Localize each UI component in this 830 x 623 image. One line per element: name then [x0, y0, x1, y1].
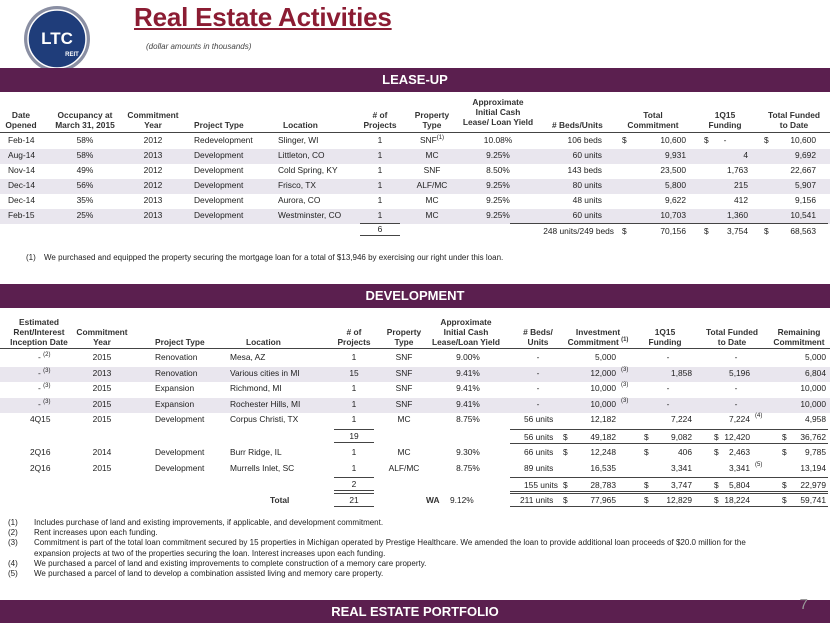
leaseup-header-projects: # of Projects	[363, 110, 397, 130]
dev-beds: 89 units	[524, 462, 554, 473]
leaseup-property-type	[410, 210, 454, 220]
leaseup-header-total-funded: Total Funded to Date	[768, 110, 820, 130]
leaseup-header-occupancy: Occupancy at March 31, 2015	[55, 110, 115, 130]
leaseup-date: Dec-14	[8, 180, 35, 190]
dev-subtotal-underline	[334, 490, 374, 491]
dev-inception	[30, 463, 51, 473]
leaseup-property-type	[410, 195, 454, 205]
leaseup-header-location: Location	[283, 120, 318, 130]
dev-inception	[30, 414, 51, 424]
dev-footnote-text: expansion projects at two of the properties securing the loan. Interest increases upon each funding.	[34, 548, 386, 558]
dev-inception-value: -	[38, 383, 41, 393]
dev-grand-wa: WA	[426, 495, 440, 505]
leaseup-beds: 60 units	[572, 210, 602, 220]
leaseup-yield: 8.50%	[486, 165, 510, 175]
dev-dollar-sign: $	[563, 447, 568, 457]
dev-projects: 15	[349, 367, 359, 378]
leaseup-dollar-sign: $	[622, 135, 627, 145]
dev-1q15-funding: 7,224	[671, 414, 692, 424]
dev-investment-footnote: (3)	[621, 382, 629, 388]
dev-year: 2013	[92, 367, 112, 378]
dev-dollar-sign: $	[563, 495, 568, 505]
leaseup-occupancy: 25%	[76, 210, 94, 220]
leaseup-beds: 48 units	[572, 195, 602, 205]
dev-investment: 5,000	[595, 352, 616, 362]
dev-footnote-number: (3)	[8, 538, 18, 548]
dev-footnote-text: Rent increases upon each funding.	[34, 528, 158, 538]
leaseup-project-type: Development	[194, 195, 244, 205]
dev-inception-footnote: (3)	[43, 383, 51, 390]
dev-beds: -	[536, 383, 540, 393]
leaseup-property-type-value: MC	[425, 150, 439, 160]
dev-location: Mesa, AZ	[230, 352, 266, 362]
dev-header-property-type: Property Type	[386, 327, 422, 347]
dev-property-type: SNF	[395, 398, 413, 409]
dev-subtotal-rule	[334, 429, 374, 430]
dev-inception	[38, 368, 50, 378]
dev-dollar-sign: $	[563, 431, 568, 442]
leaseup-total-commitment: 9,622	[665, 195, 686, 205]
leaseup-total-funded: 9,692	[795, 150, 816, 160]
leaseup-date: Aug-14	[8, 150, 36, 160]
leaseup-date: Feb-15	[8, 210, 35, 220]
dev-beds: -	[536, 398, 540, 409]
dev-footnote-text: We purchased a parcel of land to develop a combination assisted living and memory care property.	[34, 569, 384, 578]
leaseup-total-funded: 9,156	[795, 195, 816, 205]
dev-remaining: 9,785	[805, 447, 826, 457]
dev-beds: -	[536, 367, 540, 378]
leaseup-location: Westminster, CO	[278, 210, 342, 220]
dev-year: 2015	[92, 414, 112, 424]
dev-subtotal-underline	[510, 443, 828, 444]
dev-1q15-funding: -	[666, 383, 670, 393]
leaseup-date: Nov-14	[8, 165, 35, 175]
leaseup-year: 2013	[143, 195, 163, 205]
dev-location: Richmond, MI	[230, 383, 282, 393]
dev-projects: 1	[351, 447, 357, 457]
leaseup-total-commitment: 9,931	[665, 150, 686, 160]
dev-total-funded: -	[734, 352, 738, 362]
leaseup-beds: 80 units	[572, 180, 602, 190]
dev-projects: 1	[351, 414, 357, 424]
leaseup-location: Frisco, TX	[278, 180, 317, 190]
leaseup-dollar-sign: $	[764, 135, 769, 145]
leaseup-projects: 1	[377, 180, 383, 190]
dev-inception-value: 4Q15	[30, 414, 51, 424]
dev-1q15-funding: -	[666, 398, 670, 409]
leaseup-year: 2012	[143, 165, 163, 175]
dev-footnote-number: (4)	[8, 558, 18, 568]
dev-1q15-funding: 406	[678, 447, 692, 457]
dev-grand-investment: 77,965	[590, 495, 616, 505]
leaseup-property-type-value: MC	[425, 210, 439, 220]
dev-subtotal-remaining: 36,762	[800, 431, 826, 442]
leaseup-beds: 60 units	[572, 150, 602, 160]
leaseup-projects: 1	[377, 135, 383, 145]
dev-property-type: SNF	[395, 352, 413, 362]
dev-yield: 9.00%	[456, 352, 480, 362]
dev-location: Rochester Hills, MI	[230, 398, 301, 409]
dev-subtotal-1q15: 9,082	[671, 431, 692, 442]
dev-subtotal-projects: 2	[351, 479, 357, 489]
dev-footnote-number: (2)	[8, 528, 18, 538]
leaseup-location: Littleton, CO	[278, 150, 325, 160]
dev-investment: 12,000	[590, 367, 616, 378]
dev-dollar-sign: $	[782, 447, 787, 457]
dev-funded-footnote: (5)	[755, 461, 763, 468]
ltc-logo	[10, 2, 105, 77]
dev-dollar-sign: $	[714, 495, 719, 505]
leaseup-date: Feb-14	[8, 135, 35, 145]
leaseup-1q15-funding: 4	[743, 150, 748, 160]
leaseup-yield: 9.25%	[486, 150, 510, 160]
logo-text: LTC	[41, 29, 73, 48]
dev-dollar-sign: $	[644, 495, 649, 505]
dev-total-funded: 5,196	[729, 367, 750, 378]
page-title: Real Estate Activities	[134, 2, 392, 32]
leaseup-header-beds: # Beds/Units	[552, 120, 603, 130]
dev-inception-value: 2Q16	[30, 447, 51, 457]
dev-projects: 1	[351, 383, 357, 393]
dev-subtotal-1q15: 3,747	[671, 480, 692, 490]
dev-projects: 1	[351, 398, 357, 409]
leaseup-total-commitment: 5,800	[665, 180, 686, 190]
dev-yield: 9.41%	[456, 367, 480, 378]
leaseup-yield: 9.25%	[486, 195, 510, 205]
leaseup-total-commitment-sum: 70,156	[660, 226, 686, 236]
leaseup-total-funded: 22,667	[790, 165, 816, 175]
leaseup-property-type-value: SNF	[423, 165, 441, 175]
dev-remaining: 6,804	[805, 367, 826, 378]
dev-subtotal-underline	[510, 491, 828, 492]
dev-grand-remaining: 59,741	[800, 495, 826, 505]
leaseup-projects: 1	[377, 150, 383, 160]
leaseup-property-footnote: (1)	[436, 135, 445, 142]
dev-subtotal-funded: 5,804	[729, 480, 750, 490]
leaseup-projects: 1	[377, 195, 383, 205]
leaseup-project-type: Development	[194, 150, 244, 160]
leaseup-year: 2012	[143, 180, 163, 190]
leaseup-occupancy: 35%	[76, 195, 94, 205]
dev-header-total-funded: Total Funded to Date	[706, 327, 758, 347]
dev-investment-footnote: (3)	[621, 366, 629, 373]
leaseup-header-rule	[0, 132, 830, 133]
leaseup-total-funded: 10,600	[790, 135, 816, 145]
leaseup-location: Cold Spring, KY	[278, 165, 338, 175]
leaseup-1q15-funding: 1,763	[727, 165, 748, 175]
dev-inception-footnote: (3)	[43, 367, 51, 374]
leaseup-header-project-type: Project Type	[194, 120, 244, 130]
dev-footnote-text: Commitment is part of the total loan commitment secured by 15 properties in Michigan operated by Prestige Healthcare. We amended the loan to provide additional loan proceeds of $20.0 million for the	[34, 538, 746, 548]
dev-project-type: Renovation	[155, 367, 198, 378]
dev-footnote-text: Includes purchase of land and existing improvements, if applicable, and development commitment.	[34, 518, 384, 527]
leaseup-header-date: Date Opened	[5, 110, 37, 130]
leaseup-1q15-funding: 412	[734, 195, 748, 205]
leaseup-header-total-commitment: Total Commitment	[627, 110, 679, 130]
page-subtitle: (dollar amounts in thousands)	[146, 42, 252, 51]
dev-footnote-number: (5)	[8, 569, 18, 578]
leaseup-beds: 143 beds	[567, 165, 602, 175]
dev-projects: 1	[351, 462, 357, 473]
dev-subtotal-projects: 19	[349, 430, 359, 441]
leaseup-total-rule	[510, 223, 828, 224]
leaseup-beds: 106 beds	[567, 135, 602, 145]
dev-header-commitment-year: Commitment Year	[76, 327, 128, 347]
leaseup-projects: 1	[377, 210, 383, 220]
dev-subtotal-underline	[334, 442, 374, 443]
dev-investment: 12,248	[590, 447, 616, 457]
leaseup-yield: 9.25%	[486, 180, 510, 190]
dev-investment: 12,182	[590, 414, 616, 424]
dev-dollar-sign: $	[644, 480, 649, 490]
dev-dollar-sign: $	[563, 480, 568, 490]
dev-location: Various cities in MI	[230, 367, 300, 378]
dev-year: 2015	[92, 462, 112, 473]
dev-subtotal-investment: 28,783	[590, 480, 616, 490]
dev-subtotal-funded: 12,420	[724, 431, 750, 442]
dev-location: Burr Ridge, IL	[230, 447, 282, 457]
dev-property-type: MC	[397, 414, 411, 424]
leaseup-date: Dec-14	[8, 195, 35, 205]
dev-year: 2014	[92, 447, 112, 457]
dev-dollar-sign: $	[644, 447, 649, 457]
dev-header-rule	[0, 348, 830, 349]
dev-beds: 66 units	[524, 447, 554, 457]
leaseup-project-type: Redevelopment	[194, 135, 253, 145]
leaseup-total-commitment: 10,703	[660, 210, 686, 220]
leaseup-total-commitment: 10,600	[660, 135, 686, 145]
leaseup-total-funded: 10,541	[790, 210, 816, 220]
leaseup-header-property-type: Property Type	[414, 110, 450, 130]
dev-inception-footnote: (3)	[43, 398, 51, 405]
dev-project-type: Development	[155, 462, 205, 473]
leaseup-occupancy: 58%	[76, 135, 94, 145]
leaseup-footnote: We purchased and equipped the property securing the mortgage loan for a total of $13,946 by exercising our right under this loan.	[44, 253, 504, 262]
leaseup-year: 2012	[143, 135, 163, 145]
dev-year: 2015	[92, 383, 112, 393]
leaseup-property-type	[410, 180, 454, 190]
leaseup-occupancy: 56%	[76, 180, 94, 190]
leaseup-year: 2013	[143, 210, 163, 220]
dev-remaining: 10,000	[800, 383, 826, 393]
dev-total-funded: 3,341	[729, 462, 750, 473]
dev-dollar-sign: $	[714, 447, 719, 457]
dev-investment: 16,535	[590, 462, 616, 473]
dev-project-type: Expansion	[155, 383, 195, 393]
dev-header-beds: # Beds/ Units	[523, 327, 553, 347]
leaseup-property-type	[410, 150, 454, 160]
dev-remaining: 13,194	[800, 462, 826, 473]
dev-footnote-number: (1)	[8, 518, 18, 527]
leaseup-header-1q15-funding: 1Q15 Funding	[708, 110, 742, 130]
leaseup-total-1q15: 3,754	[727, 226, 748, 236]
dev-project-type: Development	[155, 447, 205, 457]
leaseup-project-type: Development	[194, 180, 244, 190]
dev-inception-value: -	[38, 352, 41, 362]
dev-subtotal-rule	[510, 477, 828, 478]
leaseup-total-funded: 5,907	[795, 180, 816, 190]
dev-project-type: Renovation	[155, 352, 198, 362]
dev-project-type: Expansion	[155, 398, 195, 409]
dev-location: Murrells Inlet, SC	[230, 462, 295, 473]
dev-subtotal-rule	[334, 477, 374, 478]
leaseup-dollar-sign: $	[622, 226, 627, 236]
logo-sub: REIT	[65, 52, 79, 58]
dev-inception-value: -	[38, 367, 41, 378]
leaseup-yield: 10.08%	[483, 135, 513, 145]
dev-header-1q15-funding: 1Q15 Funding	[648, 327, 682, 347]
leaseup-occupancy: 49%	[76, 165, 94, 175]
dev-header-inception: Estimated Rent/Interest Inception Date	[10, 317, 68, 347]
dev-header-projects: # of Projects	[337, 327, 371, 347]
leaseup-property-type-value: MC	[425, 195, 439, 205]
dev-header-project-type: Project Type	[155, 337, 205, 347]
dev-dollar-sign: $	[714, 480, 719, 490]
dev-total-funded: 2,463	[729, 447, 750, 457]
leaseup-header-commitment-year: Commitment Year	[127, 110, 179, 130]
dev-grand-beds: 211 units	[520, 495, 554, 505]
dev-grand-underline	[334, 506, 374, 507]
dev-subtotal-beds: 155 units	[524, 480, 558, 490]
dev-yield: 9.41%	[456, 383, 480, 393]
leaseup-location: Slinger, WI	[278, 135, 319, 145]
dev-header-location: Location	[246, 337, 281, 347]
leaseup-dollar-sign: $	[764, 226, 769, 236]
leaseup-total-projects: 6	[377, 224, 383, 234]
dev-investment: 10,000	[590, 383, 616, 393]
dev-subtotal-rule	[510, 429, 828, 430]
leaseup-occupancy: 58%	[76, 150, 94, 160]
dev-year: 2015	[92, 352, 112, 362]
dev-grand-underline	[510, 506, 828, 507]
dev-inception	[38, 399, 50, 409]
dev-remaining: 5,000	[805, 352, 826, 362]
leaseup-project-type: Development	[194, 210, 244, 220]
dev-year: 2015	[92, 398, 112, 409]
dev-total-funded: -	[734, 383, 738, 393]
dev-subtotal-remaining: 22,979	[800, 480, 826, 490]
dev-subtotal-investment: 49,182	[590, 431, 616, 442]
dev-yield: 8.75%	[456, 414, 480, 424]
dev-grand-funded: 18,224	[724, 495, 750, 505]
dev-header-yield: Approximate Initial Cash Lease/Loan Yield	[432, 317, 500, 347]
leaseup-project-type: Development	[194, 165, 244, 175]
dev-beds: 56 units	[524, 414, 554, 424]
dev-projects: 1	[351, 352, 357, 362]
dev-dollar-sign: $	[644, 431, 649, 442]
dev-inception-value: 2Q16	[30, 462, 51, 473]
dev-grand-rule	[510, 493, 828, 494]
dev-dollar-sign: $	[782, 480, 787, 490]
leaseup-total-beds: 248 units/249 beds	[543, 226, 614, 236]
dev-yield: 9.30%	[456, 447, 480, 457]
leaseup-projects: 1	[377, 165, 383, 175]
dev-1q15-funding: 1,858	[671, 367, 692, 378]
portfolio-section-bar: REAL ESTATE PORTFOLIO	[0, 600, 830, 623]
leaseup-location: Aurora, CO	[278, 195, 321, 205]
dev-yield: 8.75%	[456, 462, 480, 473]
dev-property-type: SNF	[395, 367, 413, 378]
dev-dollar-sign: $	[782, 431, 787, 442]
dev-footnote-text: We purchased a parcel of land and existing improvements to complete construction of a memory care property.	[34, 558, 427, 568]
dev-inception-value: -	[38, 398, 41, 409]
dev-remaining: 4,958	[805, 414, 826, 424]
leaseup-yield: 9.25%	[486, 210, 510, 220]
leaseup-total-underline	[360, 235, 400, 236]
dev-property-type: MC	[397, 447, 411, 457]
leaseup-header-yield: Approximate Initial Cash Lease/ Loan Yield	[462, 97, 534, 127]
dev-header-investment: Investment Commitment $^{(1)}$	[567, 327, 629, 347]
dev-investment: 10,000	[590, 398, 616, 409]
leaseup-1q15-funding: 1,360	[727, 210, 748, 220]
dev-grand-projects: 21	[349, 495, 359, 505]
dev-inception	[38, 383, 50, 393]
dev-1q15-funding: 3,341	[671, 462, 692, 473]
dev-total-funded: -	[734, 398, 738, 409]
leaseup-total-funded-sum: 68,563	[790, 226, 816, 236]
dev-inception	[38, 352, 50, 362]
leaseup-total-commitment: 23,500	[660, 165, 686, 175]
dev-funded-footnote: (4)	[755, 413, 763, 419]
dev-subtotal-beds: 56 units	[524, 431, 554, 442]
dev-total-funded: 7,224	[729, 414, 750, 424]
dev-grand-label: Total	[270, 495, 290, 505]
dev-property-type: ALF/MC	[388, 462, 420, 473]
dev-inception	[30, 447, 51, 457]
dev-grand-rule	[334, 493, 374, 494]
dev-beds: -	[536, 352, 540, 362]
leaseup-year: 2013	[143, 150, 163, 160]
dev-1q15-funding: -	[666, 352, 670, 362]
dev-location: Corpus Christi, TX	[230, 414, 299, 424]
dev-remaining: 10,000	[800, 398, 826, 409]
leaseup-property-type	[410, 135, 454, 145]
page-number: 7	[799, 596, 808, 613]
dev-grand-1q15: 12,829	[666, 495, 692, 505]
dev-inception-footnote: (2)	[43, 352, 51, 359]
dev-dollar-sign: $	[782, 495, 787, 505]
dev-dollar-sign: $	[714, 431, 719, 442]
leaseup-1q15-funding: 215	[734, 180, 748, 190]
dev-investment-footnote: (3)	[621, 397, 629, 404]
leaseup-section-bar: LEASE-UP	[0, 68, 830, 92]
leaseup-property-type-value: ALF/MC	[416, 180, 448, 190]
leaseup-property-type	[410, 165, 454, 175]
dev-yield: 9.41%	[456, 398, 480, 409]
leaseup-dollar-sign: $	[704, 226, 709, 236]
dev-project-type: Development	[155, 414, 205, 424]
leaseup-footnote-number: (1)	[26, 253, 36, 262]
development-section-bar: DEVELOPMENT	[0, 284, 830, 308]
dev-grand-yield: 9.12%	[450, 495, 474, 505]
leaseup-property-type-value: SNF	[419, 135, 437, 145]
leaseup-1q15-funding: -	[723, 135, 727, 145]
leaseup-dollar-sign: $	[704, 135, 709, 145]
dev-header-remaining: Remaining Commitment	[773, 327, 825, 347]
dev-property-type: SNF	[395, 383, 413, 393]
